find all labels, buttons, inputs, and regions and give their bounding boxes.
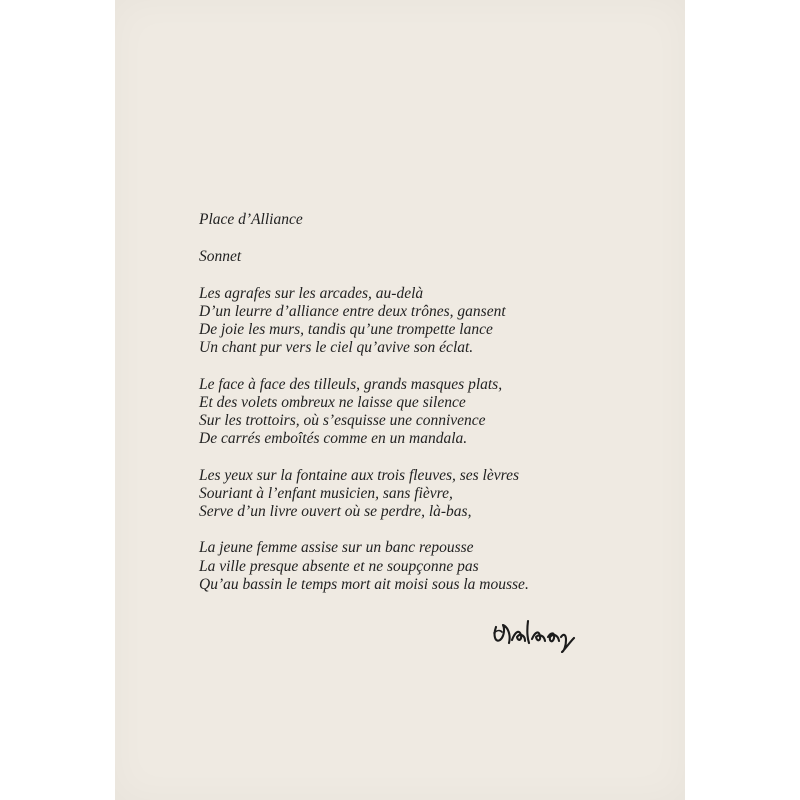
paper-sheet [115, 0, 685, 800]
poem [199, 211, 529, 594]
verse-line: Souriant à l’enfant musicien, sans fièvre, [199, 484, 453, 502]
stanza-1 [199, 285, 529, 358]
verse-line: Qu’au bassin le temps mort ait moisi sous la mousse. [199, 575, 529, 593]
verse-line: D’un leurre d’alliance entre deux trônes, gansent [199, 302, 506, 320]
poem-subtitle: Sonnet [199, 247, 242, 265]
verse-line: Et des volets ombreux ne laisse que silence [199, 393, 466, 411]
verse-line: La jeune femme assise sur un banc repousse [199, 539, 474, 557]
verse-line: Le face à face des tilleuls, grands masques plats, [199, 375, 503, 393]
verse-line: Un chant pur vers le ciel qu’avive son éclat. [199, 339, 474, 357]
verse-line: Les agrafes sur les arcades, au-delà [199, 284, 424, 302]
verse-line: Sur les trottoirs, où s’esquisse une connivence [199, 412, 486, 429]
verse-line: De carrés emboîtés comme en un mandala. [199, 430, 468, 448]
verse-line: La ville presque absente et ne soupçonne pas [199, 557, 479, 575]
verse-line: De joie les murs, tandis qu’une trompette lance [199, 321, 493, 338]
stanza-4 [199, 539, 529, 594]
stanza-2 [199, 376, 529, 449]
stanza-3 [199, 467, 529, 522]
verse-line: Serve d’un livre ouvert où se perdre, là-bas, [199, 503, 472, 520]
verse-line: Les yeux sur la fontaine aux trois fleuves, ses lèvres [199, 466, 519, 484]
poem-title: Place d’Alliance [199, 211, 303, 228]
handwritten-signature-icon [490, 613, 580, 653]
